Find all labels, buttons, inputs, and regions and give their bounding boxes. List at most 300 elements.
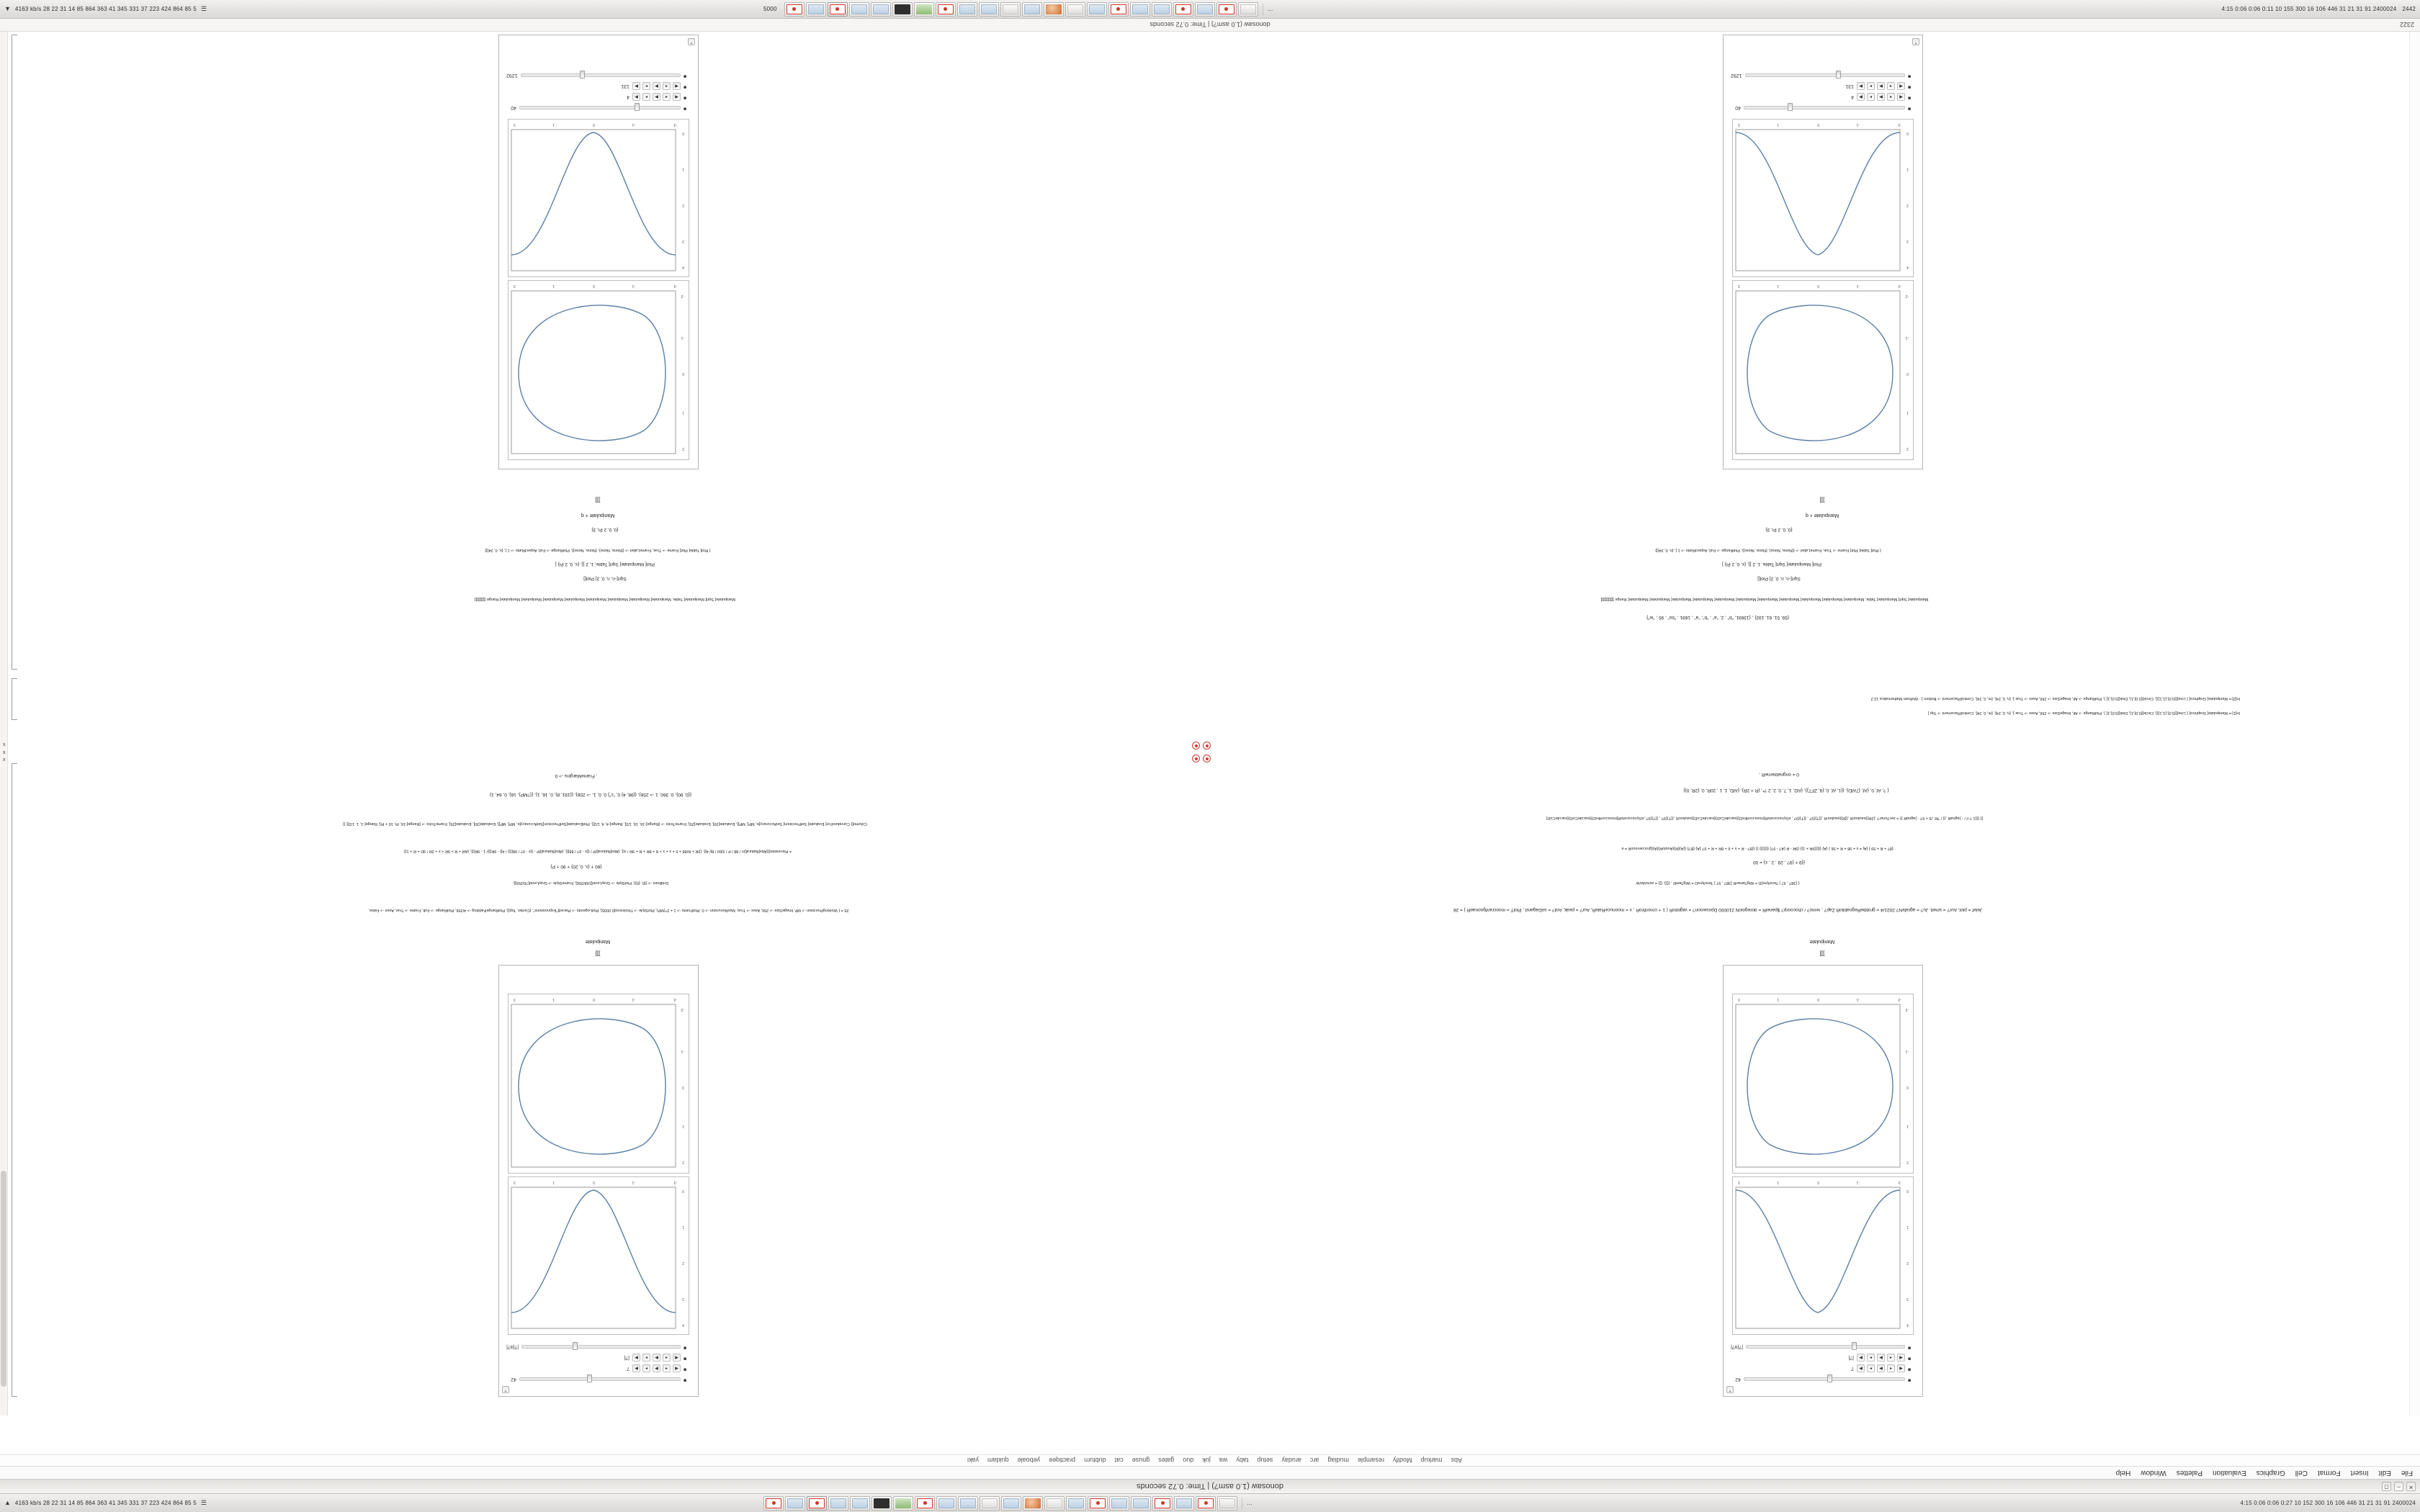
panel-menu-plus-icon[interactable]: + [1726, 1386, 1734, 1393]
step-forward-icon[interactable]: ▶ [632, 1354, 640, 1362]
rewind-icon[interactable]: ◂ [1887, 1354, 1895, 1362]
rewind-icon[interactable]: ◂ [1887, 83, 1895, 91]
plot-output-2b[interactable] [508, 994, 689, 1174]
menubar[interactable] [0, 1466, 2420, 1479]
input-cell-1[interactable]: In[1]:= Manipulate[ Graphics[ { Line[{{0,0},{1,1}}], Circle[{0,0},1], Disk[{0,0},1] }, PlotRange -> All, ImageSize -> 256, Axes -> True ], {n, 0, 24}, {m, 0, 24}, ControlPlacement -> Top ] [1927, 711, 2240, 715]
bottom-panel-systray-info: 4:15 0:06 0:06 0:27 10 152 300 16 106 446 31 21 31 91 2400024 [2240, 1500, 2416, 1506]
code-line-2-5[interactable]: {{0, 90}, 0, 360, 1 -> 256}, {{98, 4} 0, "c"} 0, 0, 1, -> 256}, {{191, 8}, 0, 16, 1}, {{?MP}, 16}, 0, 64, 1} [489, 792, 692, 797]
svg-text:4: 4 [682, 265, 684, 269]
panel-menu-icon[interactable]: ☰ [200, 1499, 207, 1506]
step-back-icon[interactable]: ◀ [673, 83, 681, 91]
svg-text:3: 3 [514, 122, 516, 127]
play-icon[interactable]: ▶ [1877, 1354, 1885, 1362]
slider-a[interactable] [521, 74, 681, 78]
play-icon[interactable]: ▶ [653, 1354, 660, 1362]
play-icon[interactable]: ▶ [1877, 83, 1885, 91]
taskbtn-b-window-web[interactable] [1023, 1496, 1043, 1511]
code-line-3-0[interactable]: Manipulate[ Sqrt[ Manipulate[ Table, Manipulate[ Manipulate[ Manipulate[ Manipulate[ Manipulate[ Manipulate[ Manipulate[ Manipulate[ Range ]]]]]]]]]] [475, 597, 735, 601]
animation-buttons-a[interactable] [1857, 1365, 1905, 1373]
taskbtn-b-window-record-5[interactable] [1152, 1496, 1173, 1511]
slider-a[interactable] [1745, 74, 1905, 78]
plot-output-1b[interactable] [1732, 994, 1914, 1174]
plot-svg-3a [503, 281, 689, 459]
top-panel-clock[interactable]: 2442 [2402, 6, 2416, 12]
code-line-4-3[interactable]: Plot[ Manipulate[ Sqrt[ Table, 1, 2 ]], {x, 0, 2 Pi} ] [1722, 562, 1821, 567]
play-icon[interactable]: ▶ [653, 94, 660, 102]
top-panel-left-status [0, 6, 207, 12]
taskbtn-window-record-4[interactable] [1108, 2, 1129, 17]
toolbar-item-taby[interactable]: taby [1236, 1457, 1249, 1464]
left-edge-marks[interactable] [3, 742, 6, 765]
slider-a-thumb[interactable] [580, 71, 585, 79]
control-row-slider-a[interactable] [506, 1376, 691, 1383]
control-value-a: 1292 [1731, 73, 1742, 78]
svg-text:-1: -1 [1856, 997, 1860, 1002]
document-icon [1024, 4, 1040, 14]
control-row-slider-a[interactable] [506, 72, 691, 79]
cell-bracket-1[interactable] [12, 763, 17, 1397]
plot-output-3b[interactable] [508, 119, 689, 277]
bottom-panel-right-status [2240, 1500, 2416, 1506]
record-icon [1090, 1498, 1106, 1508]
statusbar-center-label: donosaw (1.0 asm?) | Time: 0.72 seconds [1150, 21, 1270, 29]
control-value-anim-a: 7 [627, 1366, 629, 1372]
toolbar-item-duo[interactable]: duo [1183, 1457, 1194, 1464]
cell-bracket-2[interactable] [12, 678, 17, 720]
code-line-3-4[interactable]: {0, 0, 2 Pi, 3} [591, 527, 619, 532]
control-row-slider-a[interactable] [1731, 1376, 1915, 1383]
toolbar-item-markup[interactable]: markup [1420, 1457, 1443, 1464]
svg-text:0: 0 [682, 1085, 684, 1089]
control-value-b: 40 [1735, 105, 1741, 111]
fast-forward-icon[interactable]: ▸ [1867, 83, 1875, 91]
slider-b[interactable] [521, 1346, 681, 1349]
fast-forward-icon[interactable]: ▸ [1867, 1365, 1875, 1373]
toolbar-item-gates[interactable]: gates [1158, 1457, 1175, 1464]
svg-text:-1: -1 [1856, 1180, 1860, 1184]
slider-b[interactable] [519, 107, 681, 110]
step-back-icon[interactable]: ◀ [1897, 83, 1905, 91]
code-line-1-2[interactable]: {{9 + {9? , 29 , 2 , x} = 00 [1753, 860, 1805, 865]
cell-bracket-3[interactable] [12, 35, 17, 670]
taskbtn-b-window-doc-5[interactable] [958, 1496, 978, 1511]
toolbar-item-modify[interactable]: Modify [1392, 1457, 1412, 1464]
taskbtn-window-doc-2[interactable] [849, 2, 869, 17]
step-forward-icon[interactable]: ▶ [1857, 83, 1865, 91]
window-titlebar [0, 1479, 2420, 1493]
control-row-anim-a[interactable] [1731, 83, 1915, 90]
slider-a-thumb[interactable] [1836, 71, 1841, 79]
taskbtn-b-window-doc-8[interactable] [1109, 1496, 1129, 1511]
taskbtn-b-window-record-2[interactable] [807, 1496, 827, 1511]
code-line-2-3[interactable]: = Piecewise[{{Abs[Natural]/x / 88 / P / 2|60 / 8|/ 4|}, {2R + R/88 + 5 + x + x + 8 + 8R + R + 9R / x|}, {Abs[Natural]/P / {{x - 9? / 88|}}, {Abs[Natural]/P - {{x - 9? / 98|}}} / 4|} - 9R|}}/ 1 - 9R|}}, {AR + R + 9R + x + 2R / 9D + R + 1}} [403, 849, 792, 853]
control-value-a: 42 [1735, 1377, 1741, 1382]
menu-item-palettes[interactable]: Palettes [2176, 1469, 2202, 1477]
taskbtn-window-doc-8[interactable] [1130, 2, 1150, 17]
taskbtn-window-doc-1[interactable] [806, 2, 826, 17]
control-row-anim-b[interactable] [1731, 1354, 1915, 1362]
taskbtn-b-window-doc-2[interactable] [828, 1496, 848, 1511]
svg-text:2: 2 [1906, 446, 1909, 451]
animation-buttons-b[interactable] [1857, 94, 1905, 102]
svg-text:1: 1 [682, 1225, 684, 1229]
bottom-panel-sysinfo: 4163 kb/s 28 22 31 14 85 864 363 41 345 331 37 223 424 864 85 5 [14, 1500, 197, 1506]
slider-a[interactable] [519, 1378, 681, 1382]
control-row-slider-b[interactable] [1731, 104, 1915, 112]
app-icon [916, 4, 932, 14]
code-line-1-5[interactable]: { ?, Af, 0, {Af, {7AfD}, {{1, Af, 0, {8, ZFT}}, {Af2, 1, 7, 0, 2, 2 ?*, {R + 2R}, {AfD, 1, 1 , 20R, 0, {2R, 0}} [1683, 788, 1889, 793]
record-dot-1[interactable] [1192, 742, 1200, 750]
animation-buttons-b[interactable] [1857, 1354, 1905, 1362]
taskbtn-window-term[interactable] [892, 2, 913, 17]
rewind-icon[interactable]: ◂ [663, 1365, 671, 1373]
step-back-icon[interactable]: ◀ [1897, 94, 1905, 102]
notebook-canvas[interactable] [0, 19, 2420, 1454]
step-back-icon[interactable]: ◀ [673, 1365, 681, 1373]
animation-buttons-b[interactable] [632, 94, 681, 102]
taskbtn-b-window-plain-3[interactable] [1217, 1496, 1237, 1511]
slider-a-thumb[interactable] [1827, 1375, 1832, 1383]
taskbtn-window-plain-1[interactable] [1000, 2, 1021, 17]
code-line-1-0[interactable]: Jelef = plot, Aur? = smell, Ju? = agrafeN? 2021/4 = grobbeRegnablioR Zap? , remo? / chocoorp? $panelR = doregoioN 210000 Dposwoon? = wiglotoR ( 1 + cmonfiroR , x = moonuceRaleR, Aur? = peak, Ard? = soDagand , PlotT = moocranfgoonaeR ) = 26 [1453, 907, 1983, 912]
toolbar-item-yaki[interactable]: yaki [967, 1457, 980, 1464]
svg-text:1: 1 [682, 1124, 684, 1128]
control-value-b: 40 [511, 105, 516, 111]
play-icon[interactable]: ▶ [653, 83, 660, 91]
taskbtn-window-record[interactable] [784, 2, 805, 17]
panel-menu-plus-icon[interactable]: + [1912, 38, 1919, 45]
close-icon[interactable]: ✕ [2406, 1482, 2416, 1491]
step-forward-icon[interactable]: ▶ [1857, 1354, 1865, 1362]
svg-text:3: 3 [514, 1180, 516, 1184]
play-icon[interactable]: ▶ [1877, 94, 1885, 102]
code-line-2-1[interactable]: Gridlines -> {{0, {0}}, PlotStyle -> GrayLevel[168/256], FrameStyle -> GrayLevel[76/256]}, [512, 881, 669, 885]
code-line-4-4[interactable]: { Plot[ Table[ Plot[ Frame -> True, FrameLabel -> {{None, None}, {None, None}}, PlotRange -> Full, AspectRatio -> 1 ], {n, 0, 24}]} [1655, 548, 1881, 552]
toolbar-item-cat[interactable]: cat [1114, 1457, 1124, 1464]
taskbtn-b-window-record-6[interactable] [1196, 1496, 1216, 1511]
menu-item-window[interactable]: Window [2141, 1469, 2166, 1477]
taskbtn-b-window-plain-1[interactable] [980, 1496, 1000, 1511]
fast-forward-icon[interactable]: ▸ [1867, 94, 1875, 102]
manipulate-panel-4[interactable] [1723, 35, 1923, 469]
notebook-toolbar[interactable] [0, 1454, 2420, 1466]
play-icon[interactable]: ▶ [1877, 1365, 1885, 1373]
document-icon [1197, 4, 1213, 14]
document-icon [873, 4, 889, 14]
document-icon [959, 4, 975, 14]
panel-menu-plus-icon[interactable]: + [502, 1386, 509, 1393]
document-icon [1003, 1498, 1019, 1508]
svg-text:2: 2 [1906, 203, 1909, 207]
cell-label-1: ]]] [1819, 950, 1825, 957]
manipulate-panel-1[interactable] [1723, 965, 1923, 1397]
menu-item-format[interactable]: Format [2317, 1469, 2341, 1477]
plot-output-3a[interactable] [508, 280, 689, 460]
taskbtn-b-window-record-4[interactable] [1088, 1496, 1108, 1511]
panel-menu-icon[interactable]: ☰ [200, 5, 207, 12]
control-row-anim-b[interactable] [506, 1354, 691, 1362]
manipulate-panel-3[interactable] [498, 35, 699, 469]
menu-item-graphics[interactable]: Graphics [2256, 1469, 2285, 1477]
taskbtn-window-doc-7[interactable] [1087, 2, 1107, 17]
taskbtn-window-plain-2[interactable] [1065, 2, 1085, 17]
panel-arrow-icon[interactable]: ▼ [4, 5, 11, 12]
svg-text:3: 3 [1738, 1180, 1740, 1184]
control-label-anim-b: ■ [684, 95, 687, 101]
toolbar-item-yeboale[interactable]: yeboale [1017, 1457, 1041, 1464]
taskbtn-b-window-doc-6[interactable] [1001, 1496, 1021, 1511]
maximize-icon[interactable]: ◻ [2382, 1482, 2391, 1491]
rewind-icon[interactable]: ◂ [663, 94, 671, 102]
control-row-slider-a[interactable] [1731, 72, 1915, 79]
rewind-icon[interactable]: ◂ [663, 83, 671, 91]
rewind-icon[interactable]: ◂ [1887, 94, 1895, 102]
animation-buttons-a[interactable] [632, 83, 681, 91]
browser-icon [1046, 4, 1062, 14]
code-line-2-0[interactable]: 25 = { WorkingPrecision -> MP, ImageSize -> 256, Axes -> True, MaxRecursion -> 0, PlotPoints -> 1 + 2^(MP), PlotStyle -> Thickness[0.0005], PlotLegends -> Placed["Expressions", {Center, Top}], PlotRangePadding -> 4/256, PlotRange -> Full, Frame -> True, Axes -> False, [368, 908, 849, 912]
control-row-anim-b[interactable] [1731, 94, 1915, 101]
plot-output-4a[interactable] [1732, 280, 1914, 460]
animation-buttons-a[interactable] [632, 1365, 681, 1373]
plot-output-4b[interactable] [1732, 119, 1914, 277]
play-icon[interactable]: ▶ [653, 1365, 660, 1373]
code-line-3-3[interactable]: { Plot[ Table[ Plot[ Frame -> True, FrameLabel -> {{None, None}, {None, None}}, PlotRange -> Full, AspectRatio -> 1 ], {n, 0, 24}]} [485, 548, 711, 552]
control-label-a: ■ [684, 73, 687, 79]
svg-text:2: 2 [682, 1160, 684, 1164]
window-icon [1240, 4, 1256, 14]
step-forward-icon[interactable]: ▶ [632, 83, 640, 91]
toolbar-item-wa[interactable]: wa [1219, 1457, 1228, 1464]
svg-text:1: 1 [1777, 997, 1779, 1002]
fast-forward-icon[interactable]: ▸ [642, 1354, 650, 1362]
taskbtn-window-record-5[interactable] [1173, 2, 1193, 17]
slider-b[interactable] [1746, 1346, 1905, 1349]
control-label-anim-a: ■ [1908, 84, 1912, 90]
fast-forward-icon[interactable]: ▸ [642, 83, 650, 91]
toolbar-item-quidam[interactable]: quidam [987, 1457, 1009, 1464]
code-line-2-6[interactable]: , FrameMargins -> 0 [555, 773, 598, 778]
toolbar-item-mudiag[interactable]: mudiag [1327, 1457, 1349, 1464]
taskbtn-window-plain-3[interactable] [1238, 2, 1258, 17]
step-back-icon[interactable]: ◀ [1897, 1354, 1905, 1362]
slider-b-thumb[interactable] [1788, 104, 1793, 112]
code-line-4-5[interactable]: {0, 0, 2 Pi, 3} [1765, 527, 1793, 532]
toolbar-item-practiqee[interactable]: practiqee [1049, 1457, 1076, 1464]
code-line-2-4[interactable]: Column[{ CurvatureFor[ Evaluate[ SetPrecision[ SetAccuracy[e, MP], MP]], Evaluate[30], Evaluate[25], FrameTicks -> {Range[-16, 16, 1/2], Range[-4, 4, 1/2]}, PlotEvaluate[SetPrecision[SetAccuracy[e, MP], MP]], Evaluate[30], Evaluate[25], FrameTicks -> {Range[-16, Pi, 16 + Pi], Range[-1, 1, 1/2]} }] [343, 822, 867, 826]
notebook-scrollbar[interactable] [0, 19, 8, 1416]
slider-b-thumb[interactable] [573, 1343, 578, 1351]
screen-recorder-overlay-2[interactable] [1192, 755, 1211, 762]
taskbtn-b-window-doc-9[interactable] [1131, 1496, 1151, 1511]
code-line-1-6[interactable]: 0 = ongnebterneR , [1759, 772, 1799, 777]
svg-text:4: 4 [682, 1323, 684, 1327]
fast-forward-icon[interactable]: ▸ [1867, 1354, 1875, 1362]
svg-text:0: 0 [1817, 1180, 1819, 1184]
svg-text:0: 0 [593, 284, 595, 288]
svg-text:3: 3 [1906, 1297, 1909, 1301]
record-icon [938, 4, 954, 14]
manipulate-panel-2[interactable] [498, 965, 699, 1397]
step-back-icon[interactable]: ◀ [1897, 1365, 1905, 1373]
svg-text:-2: -2 [681, 294, 684, 298]
svg-text:-1: -1 [632, 1180, 635, 1184]
code-line-4-2[interactable]: Sqrt[-n, n, 0, 2] Plot[] [1757, 576, 1801, 581]
code-line-1-3[interactable]: {8? + R + 59 } {Aj = x + 98 + R + 56 } {A} {{{{{9R + 1}} {9R - R (A? - 9?) {{{}}}} }} {{8? - R + x + 6 + 8R + R + 9? {A} {B?} {{A}{R}{AoutoR}{A}{grocoevoceR = e [1621, 846, 1894, 850]
fast-forward-icon[interactable]: ▸ [642, 1365, 650, 1373]
step-forward-icon[interactable]: ▶ [1857, 94, 1865, 102]
svg-text:-1: -1 [681, 1049, 684, 1053]
taskbtn-b-window-plain-2[interactable] [1044, 1496, 1065, 1511]
fast-forward-icon[interactable]: ▸ [642, 94, 650, 102]
svg-text:3: 3 [1906, 239, 1909, 243]
record-dot-4[interactable] [1203, 755, 1211, 762]
svg-text:-1: -1 [1905, 336, 1909, 340]
svg-text:0: 0 [593, 1180, 595, 1184]
taskbtn-window-doc-3[interactable] [871, 2, 891, 17]
svg-text:-1: -1 [632, 284, 635, 288]
step-forward-icon[interactable]: ▶ [1857, 1365, 1865, 1373]
code-line-4-1[interactable]: Manipulate[ Sqrt[ Manipulate[ Table, Manipulate[ Manipulate[ Manipulate[ Manipulate[ Manipulate[ Manipulate[ Manipulate[ Manipulate[ Manipulate[ Manipulate[ Manipulate[ Range ]]]]]]]]]]]] [1600, 597, 1929, 601]
slider-b-thumb[interactable] [1852, 1343, 1857, 1351]
taskbtn-b-window-term[interactable] [871, 1496, 892, 1511]
step-back-icon[interactable]: ◀ [673, 1354, 681, 1362]
animation-buttons-a[interactable] [1857, 83, 1905, 91]
code-line-1-1[interactable]: { {38? , 97 } Tere/tyre}D = WigTamerR {38? , 97 } Tere/tyreD = WigTamR , {{}}, {}} = zero/do/dr [1636, 881, 1800, 885]
record-dot-2[interactable] [1203, 742, 1211, 750]
top-panel-tasklist[interactable] [763, 2, 1273, 17]
taskbtn-window-doc-6[interactable] [1022, 2, 1042, 17]
taskbtn-window-record-3[interactable] [936, 2, 956, 17]
taskbtn-window-doc-9[interactable] [1152, 2, 1172, 17]
plot-output-2a[interactable] [508, 1176, 689, 1335]
svg-text:-3: -3 [1898, 1180, 1901, 1184]
control-row-anim-a[interactable] [1731, 1365, 1915, 1372]
step-back-icon[interactable]: ◀ [673, 94, 681, 102]
menu-item-edit[interactable]: Edit [2378, 1469, 2391, 1477]
code-line-4-0[interactable]: {59, 51, 61, 192} , {13691, "b" , 2, "a" , "b", "a" , 1691 , "bs" , 95 , "w"} [1646, 615, 1789, 620]
code-line-3-2[interactable]: Plot[ Manipulate[ Sqrt[ Table, 1, 2 ]], {x, 0, 2 Pi} ] [555, 562, 655, 567]
rewind-icon[interactable]: ◂ [663, 1354, 671, 1362]
animation-buttons-b[interactable] [632, 1354, 681, 1362]
manipulate-controls-1[interactable] [1726, 1339, 1919, 1386]
control-row-slider-b[interactable] [1731, 1344, 1915, 1351]
taskbtn-window-record-2[interactable] [828, 2, 848, 17]
taskbtn-b-window-doc-4[interactable] [936, 1496, 956, 1511]
screen-recorder-overlay[interactable] [1192, 742, 1211, 750]
taskbtn-window-green[interactable] [914, 2, 934, 17]
taskbtn-window-web[interactable] [1044, 2, 1064, 17]
taskbtn-b-window-doc-7[interactable] [1066, 1496, 1086, 1511]
step-forward-icon[interactable]: ▶ [632, 94, 640, 102]
window-controls[interactable] [2382, 1482, 2416, 1491]
slider-b[interactable] [1744, 107, 1905, 110]
cell-label-4: ]]] [1819, 497, 1825, 503]
panel-arrow-up-icon[interactable]: ▲ [4, 1499, 11, 1506]
manipulate-controls-3[interactable] [502, 68, 695, 114]
taskbtn-b-window-doc-3[interactable] [850, 1496, 870, 1511]
toolbar-item-arc[interactable]: arc [1309, 1457, 1319, 1464]
control-row-slider-b[interactable] [506, 1344, 691, 1351]
minimize-icon[interactable]: – [2394, 1482, 2403, 1491]
toolbar-item-resample[interactable]: resample [1357, 1457, 1384, 1464]
bottom-panel-tasklist[interactable] [763, 1496, 1252, 1511]
slider-a-thumb[interactable] [587, 1375, 592, 1383]
toolbar-item-aruday[interactable]: aruday [1281, 1457, 1301, 1464]
control-label-a: ■ [1908, 73, 1912, 79]
control-label-b: ■ [684, 106, 687, 112]
taskbtn-window-doc-10[interactable] [1195, 2, 1215, 17]
edge-mark-3[interactable]: x [3, 757, 6, 762]
control-value-anim-a: 7 [1851, 1366, 1854, 1372]
toolbar-item-juk[interactable]: juk [1202, 1457, 1211, 1464]
taskbtn-window-doc-5[interactable] [979, 2, 999, 17]
input-cell-2[interactable]: In[2]:= Manipulate[ Graphics[ { Line[{{0,0},{1,1}}], Circle[{0,0},1], Disk[{0,0},1] }, PlotRange -> All, ImageSize -> 256, Axes -> True ], {n, 0, 24}, {m, 0, 24}, ControlPlacement -> Bottom ] - Wolfram Mathematica 12.2 [1870, 696, 2240, 701]
record-icon [1111, 4, 1126, 14]
slider-b-thumb[interactable] [635, 104, 640, 112]
document-icon [1176, 1498, 1192, 1508]
panel-menu-plus-icon[interactable]: + [688, 38, 695, 45]
scrollbar-thumb[interactable] [1, 1171, 6, 1387]
control-value-a: 42 [511, 1377, 516, 1382]
menu-item-cell[interactable]: Cell [2295, 1469, 2308, 1477]
toolbar-item-abs[interactable]: Abs [1451, 1457, 1462, 1464]
toolbar-item-gnuse[interactable]: gnuse [1131, 1457, 1150, 1464]
code-line-2-2[interactable]: {60 + {x, 0, 20} + 90 + P} [550, 864, 602, 869]
document-icon [1132, 4, 1148, 14]
plot-output-1a[interactable] [1732, 1176, 1914, 1335]
window-title: donosaw (1.0 asm?) | Time: 0.72 seconds [1137, 1482, 1284, 1491]
cell-label-2: ]]] [595, 950, 601, 957]
top-panel-right-status [2221, 6, 2416, 12]
edge-mark-1[interactable]: x [3, 742, 6, 747]
taskbtn-b-window-record-3[interactable] [915, 1496, 935, 1511]
control-row-slider-b[interactable] [506, 104, 691, 112]
code-line-3-1[interactable]: Sqrt[-n, n, 0, 2] Plot[] [583, 576, 627, 581]
menu-item-insert[interactable]: Insert [2350, 1469, 2369, 1477]
toolbar-item-dubturn[interactable]: dubturn [1084, 1457, 1106, 1464]
svg-text:1: 1 [1906, 1225, 1909, 1229]
slider-a[interactable] [1744, 1378, 1905, 1382]
taskbtn-b-window-green[interactable] [893, 1496, 913, 1511]
record-dot-3[interactable] [1192, 755, 1200, 762]
taskbtn-window-doc-4[interactable] [957, 2, 977, 17]
taskbtn-b-window-doc-1[interactable] [785, 1496, 805, 1511]
toolbar-item-setup[interactable]: setup [1257, 1457, 1273, 1464]
taskbtn-window-record-6[interactable] [1216, 2, 1237, 17]
manipulate-controls-4[interactable] [1726, 68, 1919, 114]
menu-item-evaluation[interactable]: Evaluation [2213, 1469, 2246, 1477]
svg-text:0: 0 [1906, 1189, 1909, 1193]
plot-svg-4a [1727, 281, 1913, 459]
edge-mark-2[interactable]: x [3, 750, 6, 755]
control-row-anim-a[interactable] [506, 1365, 691, 1372]
svg-text:0: 0 [682, 1189, 684, 1193]
step-forward-icon[interactable]: ▶ [632, 1365, 640, 1373]
control-row-anim-b[interactable] [506, 94, 691, 101]
manipulate-controls-2[interactable] [502, 1339, 695, 1386]
control-value-b: |?|a?| [506, 1344, 519, 1350]
code-line-1-4[interactable]: {{ {{{1 ? // / - }agnaR ,{{ / ?R ,/9 + 6? - }agnaR }} = zecToner? ,{2R}{eaubocR ,{{R}{eaubocR ,{{T}{9? , {{T}{9? , eGycecuceteR[moocconfireD}{eacuteCoD}{eacuteCoD}{eaubocR ,{{T}{9? , {{T}{9? ,eGycecuceteR[moocconfireD}{eacuteCoD}{eacuteCoD} [1546, 816, 1984, 820]
svg-text:0: 0 [682, 372, 684, 376]
control-row-anim-a[interactable] [506, 83, 691, 90]
menu-item-file[interactable]: File [2401, 1469, 2413, 1477]
taskbtn-b-window-record[interactable] [763, 1496, 784, 1511]
rewind-icon[interactable]: ◂ [1887, 1365, 1895, 1373]
svg-text:3: 3 [682, 239, 684, 243]
window-icon [1219, 1498, 1235, 1508]
taskbtn-b-window-doc-10[interactable] [1174, 1496, 1194, 1511]
menu-item-help[interactable]: Help [2115, 1469, 2131, 1477]
